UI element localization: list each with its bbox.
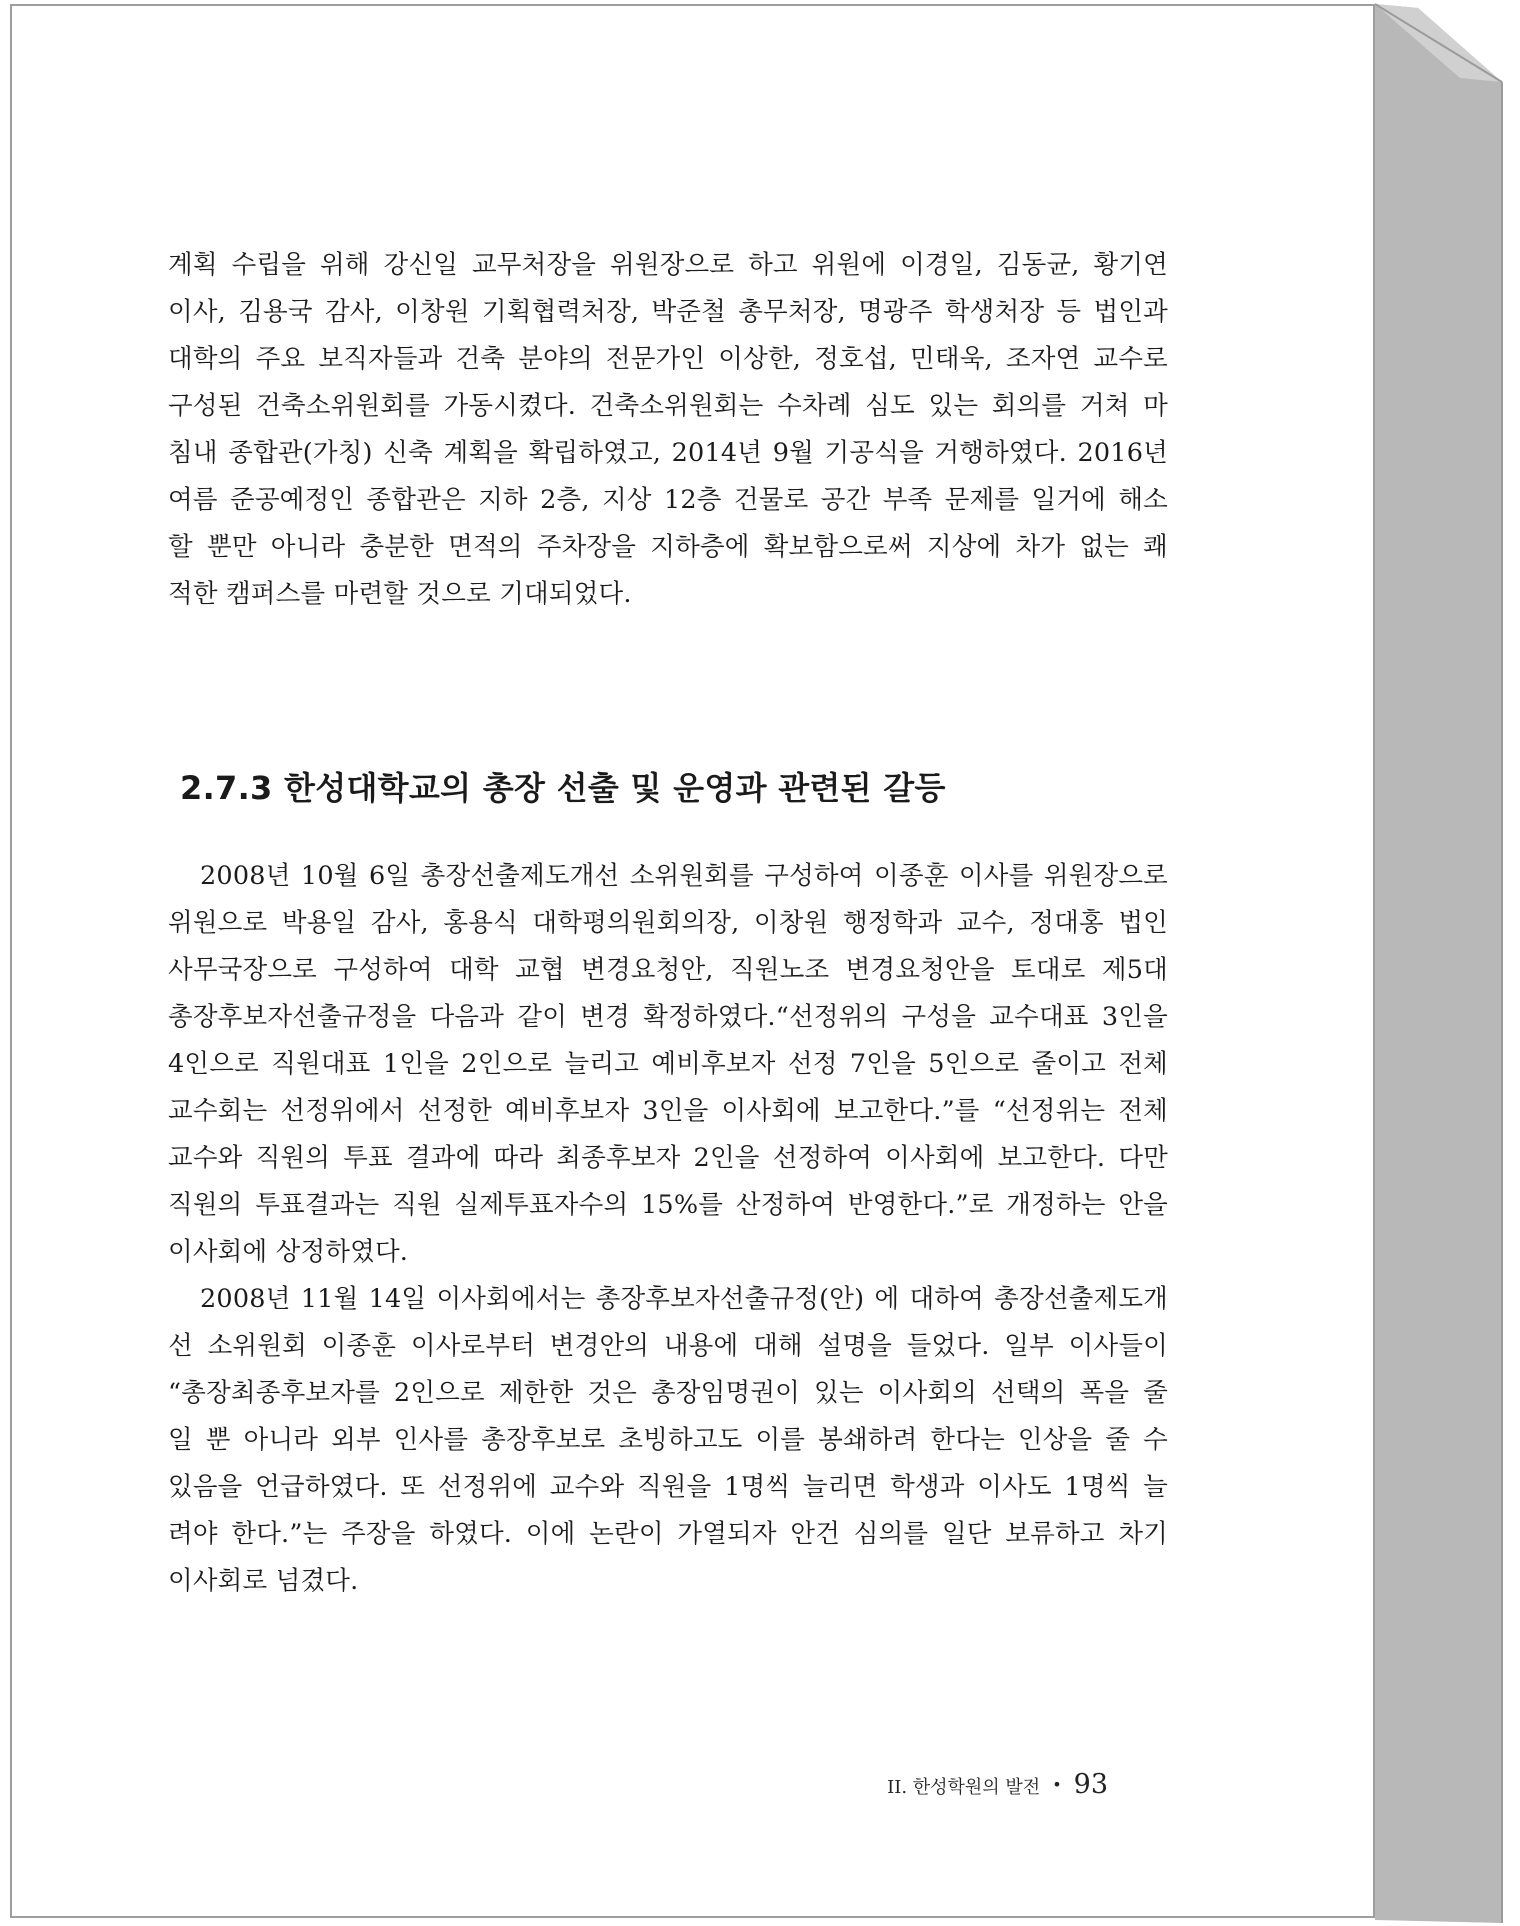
text-line: 적한 캠퍼스를 마련할 것으로 기대되었다. bbox=[168, 579, 632, 609]
text-line: 일 뿐 아니라 외부 인사를 총장후보로 초빙하고도 이를 봉쇄하려 한다는 인상을 줄 수 bbox=[168, 1425, 1168, 1455]
text-line: 교수와 직원의 투표 결과에 따라 최종후보자 2인을 선정하여 이사회에 보고한다. 다만 bbox=[168, 1143, 1168, 1173]
text-line: 이사, 김용국 감사, 이창원 기획협력처장, 박준철 총무처장, 명광주 학생처장 등 법인과 bbox=[168, 297, 1168, 327]
text-line: 사무국장으로 구성하여 대학 교협 변경요청안, 직원노조 변경요청안을 토대로 제5대 bbox=[168, 955, 1168, 985]
text-line: 할 뿐만 아니라 충분한 면적의 주차장을 지하층에 확보함으로써 지상에 차가 없는 쾌 bbox=[168, 532, 1168, 562]
paragraph-construction-committee bbox=[168, 242, 1168, 618]
text-line: 이사회에 상정하였다. bbox=[168, 1237, 409, 1267]
text-line: 구성된 건축소위원회를 가동시켰다. 건축소위원회는 수차례 심도 있는 회의를 거쳐 마 bbox=[168, 391, 1168, 421]
bullet-separator: • bbox=[1052, 1775, 1062, 1794]
text-line: 교수회는 선정위에서 선정한 예비후보자 3인을 이사회에 보고한다.”를 “선정위는 전체 bbox=[168, 1096, 1168, 1126]
text-line: “총장최종후보자를 2인으로 제한한 것은 총장임명권이 있는 이사회의 선택의 폭을 줄 bbox=[168, 1378, 1168, 1408]
text-line: 2008년 11월 14일 이사회에서는 총장후보자선출규정(안) 에 대하여 총장선출제도개 bbox=[200, 1284, 1168, 1314]
text-line: 침내 종합관(가칭) 신축 계획을 확립하였고, 2014년 9월 기공식을 거행하였다. 2016년 bbox=[168, 438, 1168, 468]
text-line: 있음을 언급하였다. 또 선정위에 교수와 직원을 1명씩 늘리면 학생과 이사도 1명씩 늘 bbox=[168, 1472, 1168, 1502]
chapter-label: II. 한성학원의 발전 bbox=[887, 1777, 1041, 1798]
text-line: 대학의 주요 보직자들과 건축 분야의 전문가인 이상한, 정호섭, 민태욱, 조자연 교수로 bbox=[168, 344, 1168, 374]
text-line: 계획 수립을 위해 강신일 교무처장을 위원장으로 하고 위원에 이경일, 김동균, 황기연 bbox=[168, 250, 1168, 280]
text-line: 선 소위원회 이종훈 이사로부터 변경안의 내용에 대해 설명을 들었다. 일부 이사들이 bbox=[168, 1331, 1168, 1361]
text-line: 위원으로 박용일 감사, 홍용식 대학평의원회의장, 이창원 행정학과 교수, 정대홍 법인 bbox=[168, 908, 1168, 938]
text-line: 총장후보자선출규정을 다음과 같이 변경 확정하였다.“선정위의 구성을 교수대표 3인을 bbox=[168, 1002, 1168, 1032]
text-line: 2008년 10월 6일 총장선출제도개선 소위원회를 구성하여 이종훈 이사를 위원장으로 bbox=[200, 861, 1168, 891]
text-line: 직원의 투표결과는 직원 실제투표자수의 15%를 산정하여 반영한다.”로 개정하는 안을 bbox=[168, 1190, 1168, 1220]
paragraph-2008-november bbox=[168, 1276, 1168, 1605]
text-line: 려야 한다.”는 주장을 하였다. 이에 논란이 가열되자 안건 심의를 일단 보류하고 차기 bbox=[168, 1519, 1168, 1549]
page-number: 93 bbox=[1073, 1769, 1108, 1800]
text-line: 이사회로 넘겼다. bbox=[168, 1566, 359, 1596]
text-line: 4인으로 직원대표 1인을 2인으로 늘리고 예비후보자 선정 7인을 5인으로 줄이고 전체 bbox=[168, 1049, 1168, 1079]
section-body bbox=[168, 853, 1168, 1605]
section-heading: 2.7.3 한성대학교의 총장 선출 및 운영과 관련된 갈등 bbox=[180, 769, 946, 807]
page-footer bbox=[887, 1769, 1108, 1800]
paragraph-2008-october bbox=[168, 853, 1168, 1276]
text-line: 여름 준공예정인 종합관은 지하 2층, 지상 12층 건물로 공간 부족 문제를 일거에 해소 bbox=[168, 485, 1168, 515]
